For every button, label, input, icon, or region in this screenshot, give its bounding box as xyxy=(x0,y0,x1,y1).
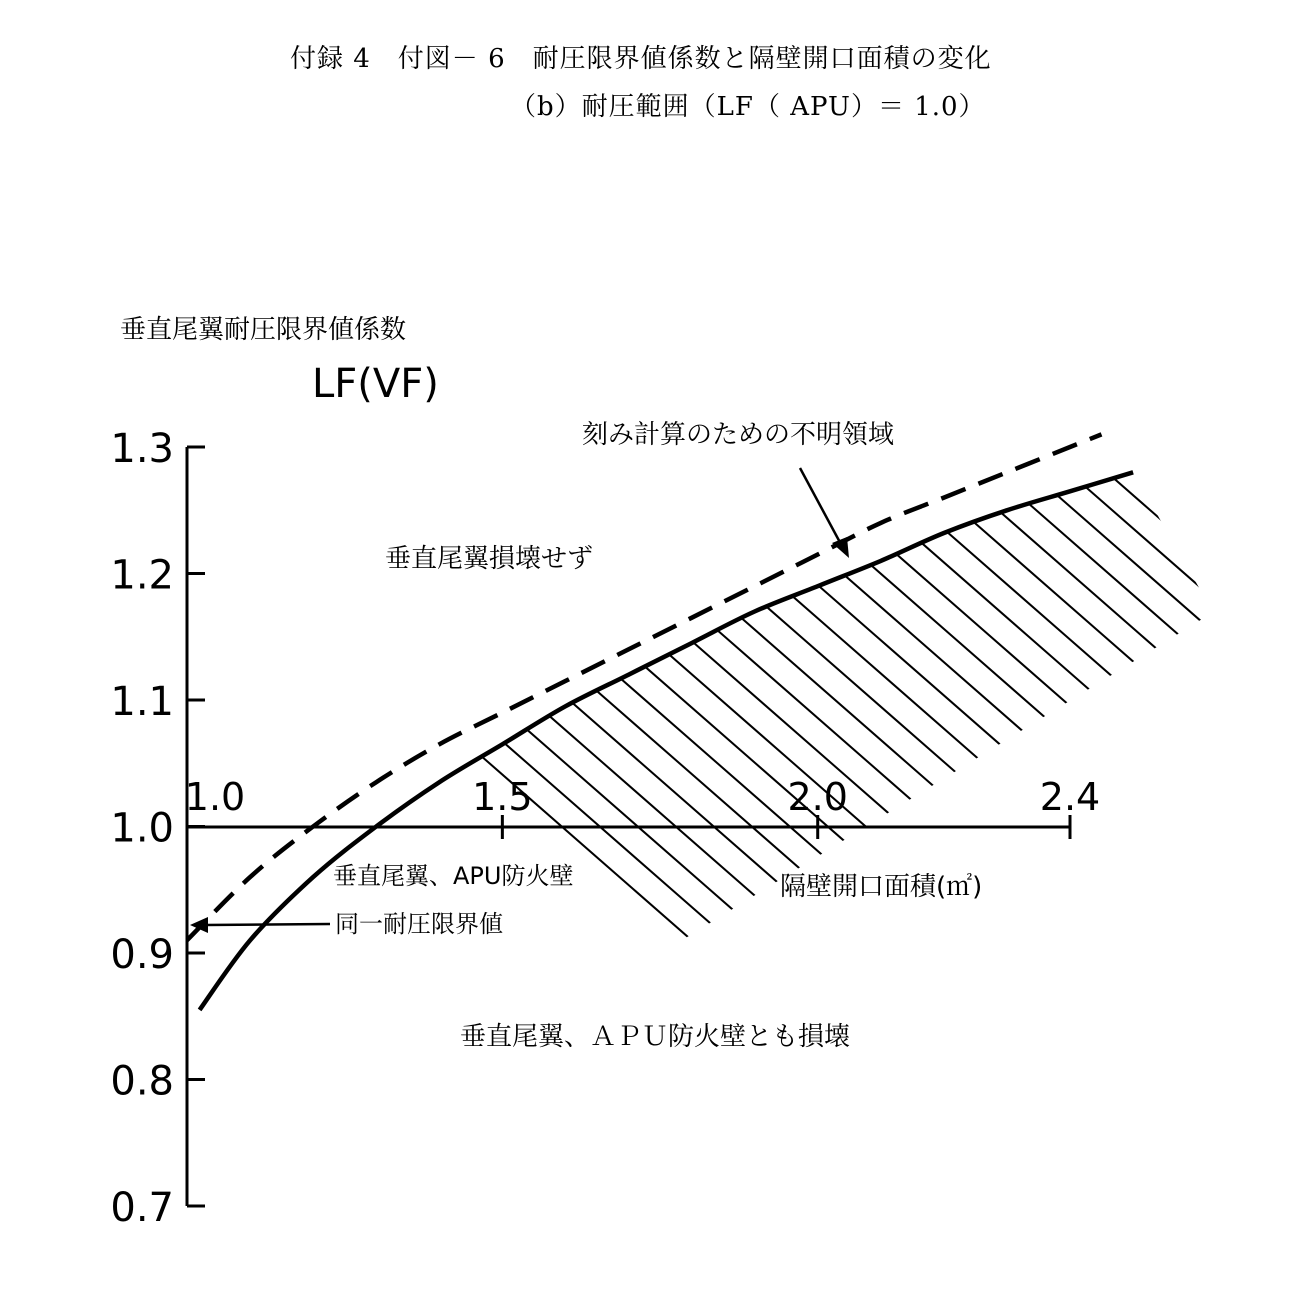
hatch-line xyxy=(1100,300,1299,1000)
hatch-line xyxy=(1062,300,1299,1000)
annotation-same-limit-line2: 同一耐圧限界値 xyxy=(335,910,503,938)
y-tick-label: 1.2 xyxy=(110,552,174,599)
y-axis-label: 垂直尾翼耐圧限界値係数 xyxy=(120,315,407,345)
y-tick-label: 0.9 xyxy=(110,932,174,978)
hatch-line xyxy=(1252,300,1299,1000)
hatch-line xyxy=(1176,300,1299,1000)
annotation-unknown-region: 刻み計算のための不明領域 xyxy=(582,420,895,450)
hatch-line xyxy=(682,300,1299,1000)
hatch-line xyxy=(74,300,874,1000)
hatch-line xyxy=(340,300,1140,1000)
hatch-line xyxy=(1138,300,1299,1000)
hatch-line xyxy=(1214,300,1299,1000)
annotation-no-damage: 垂直尾翼損壊せず xyxy=(385,544,594,574)
y-tick-label: 0.7 xyxy=(110,1185,174,1231)
hatch-line xyxy=(986,300,1299,1000)
chart-title-line2: （b）耐圧範囲（LF（ APU）＝ 1.0） xyxy=(510,92,986,122)
annotation-same-limit-line1: 垂直尾翼、APU防火壁 xyxy=(333,862,574,890)
x-tick-label: 1.0 xyxy=(184,775,246,819)
x-axis-label: 隔壁開口面積(㎡) xyxy=(780,872,983,902)
y-axis-symbol: LF(VF) xyxy=(312,361,439,407)
x-tick-label: 1.5 xyxy=(472,775,533,819)
annotation-arrow-line xyxy=(800,468,843,548)
y-tick-label: 1.1 xyxy=(110,679,174,725)
x-tick-label: 2.4 xyxy=(1039,775,1101,819)
hatch-line xyxy=(378,300,1178,1000)
x-tick-label: 2.0 xyxy=(787,775,848,819)
y-tick-label: 1.3 xyxy=(110,426,174,472)
hatch-region xyxy=(0,300,1299,1000)
y-tick-label: 0.8 xyxy=(110,1058,174,1105)
hatch-line xyxy=(948,300,1299,1000)
chart-title-line1: 付録 4 付図－ 6 耐圧限界値係数と隔壁開口面積の変化 xyxy=(290,44,992,74)
y-tick-label: 1.0 xyxy=(110,805,174,852)
annotation-both-damage: 垂直尾翼、ＡＰＵ防火壁とも損壊 xyxy=(460,1022,851,1052)
leader-line xyxy=(205,924,330,925)
hatch-line xyxy=(1024,300,1299,1000)
hatch-line xyxy=(1290,300,1299,1000)
